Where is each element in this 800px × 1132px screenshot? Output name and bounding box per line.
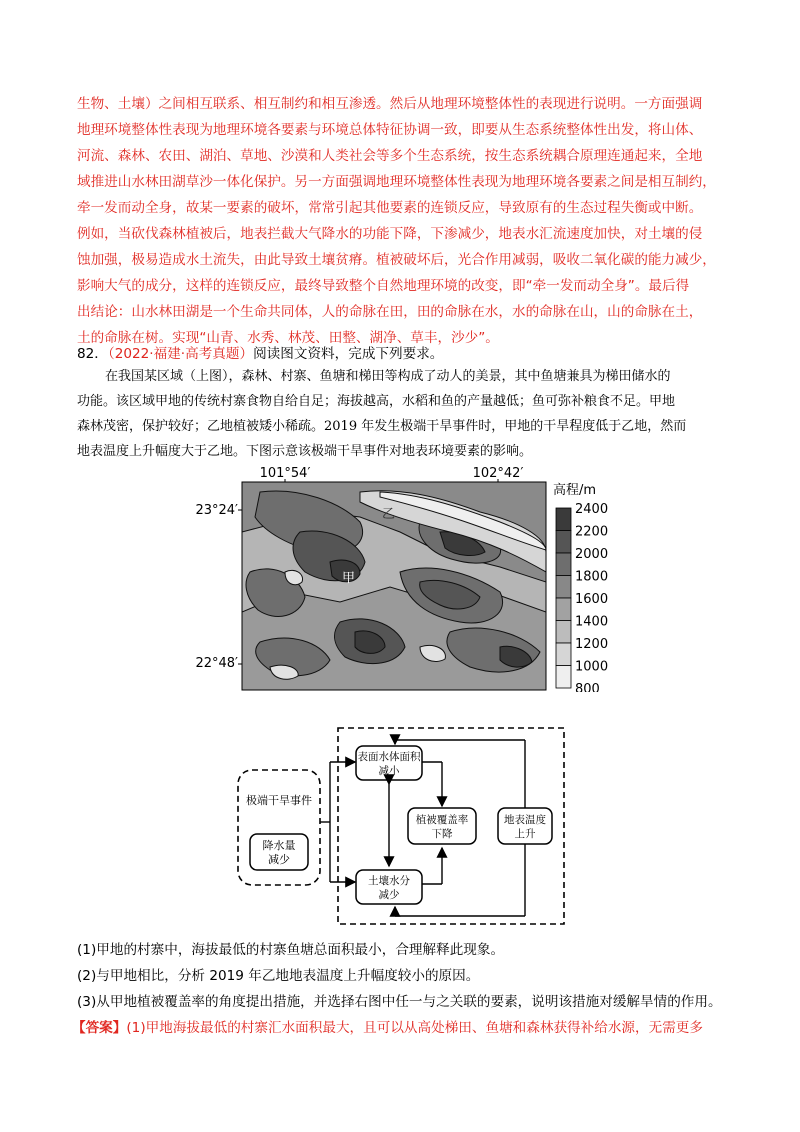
legend-swatch	[556, 576, 571, 599]
flow-diagram	[0, 722, 800, 932]
event-label: 极端干旱事件	[246, 794, 312, 807]
elevation-map	[0, 462, 800, 692]
analysis-line: 蚀加强，极易造成水土流失，由此导致土壤贫瘠。植被破坏后，光合作用减弱，吸收二氧化碳的能力减少，	[77, 252, 716, 268]
question-header	[77, 342, 443, 362]
soil-moisture-label: 土壤水分	[368, 875, 410, 887]
answer-text: (1)甲地海拔最低的村寨汇水面积最大，且可以从高处梯田、鱼塘和森林获得补给水源，无需更多	[126, 1020, 703, 1036]
temperature-label: 上升	[514, 828, 536, 840]
lat-label: 22°48′	[195, 656, 238, 671]
legend-swatch	[556, 508, 571, 531]
temperature-label: 地表温度	[504, 814, 546, 826]
legend-value: 1000	[575, 659, 609, 675]
legend-value: 800	[575, 682, 600, 692]
surface-water-label: 表面水体面积	[357, 751, 421, 763]
legend	[556, 502, 608, 692]
sub-question-3: (3)从甲地植被覆盖率的角度提出措施，并选择右图中任一与之关联的要素，说明该措施对缓解旱情的作用。	[77, 994, 722, 1010]
legend-swatch	[556, 598, 571, 621]
question-number: 82．	[77, 346, 108, 362]
intro-line: 地表温度上升幅度大于乙地。下图示意该极端干旱事件对地表环境要素的影响。	[77, 444, 533, 459]
answer-tag: 【答案】	[72, 1020, 127, 1036]
analysis-line: 域推进山水林田湖草沙一体化保护。另一方面强调地理环境整体性表现为地理环境各要素之间是相互制约，	[77, 174, 716, 190]
lat-label: 23°24′	[195, 503, 238, 518]
analysis-line: 河流、森林、农田、湖泊、草地、沙漠和人类社会等多个生态系统，按生态系统耦合原理连通起来，全地	[77, 148, 703, 164]
legend-value: 1400	[575, 614, 609, 630]
vegetation-label: 植被覆盖率	[415, 814, 469, 826]
sub-question-1: (1)甲地的村寨中，海拔最低的村寨鱼塘总面积最小，合理解释此现象。	[77, 942, 505, 958]
legend-swatch	[556, 643, 571, 666]
legend-value: 1200	[575, 637, 609, 652]
place-label-yi: 乙	[382, 507, 396, 522]
lon-label: 102°42′	[472, 466, 524, 481]
question-source: （2022·福建·高考真题）	[107, 346, 254, 362]
analysis-line: 牵一发而动全身，故某一要素的破坏，常常引起其他要素的连锁反应，导致原有的生态过程失衡或中断。	[77, 200, 703, 216]
intro-line: 森林茂密，保护较好；乙地植被矮小稀疏。2019 年发生极端干旱事件时，甲地的干旱程度低于乙地，然而	[77, 419, 687, 434]
surface-water-label: 减小	[378, 765, 400, 777]
legend-swatch	[556, 621, 571, 644]
rain-label: 降水量	[262, 839, 296, 852]
soil-moisture-label: 减少	[378, 889, 400, 901]
analysis-line: 地理环境整体性表现为地理环境各要素与环境总体特征协调一致，即要从生态系统整体性出发，将山体、	[77, 122, 703, 138]
intro-line: 功能。该区域甲地的传统村寨食物自给自足；海拔越高，水稻和鱼的产量越低；鱼可弥补粮食不足。甲地	[77, 394, 676, 409]
analysis-line: 生物、土壤）之间相互联系、相互制约和相互渗透。然后从地理环境整体性的表现进行说明。一方面强调	[77, 96, 703, 112]
vegetation-label: 下降	[431, 828, 453, 840]
intro-line: 在我国某区域（上图），森林、村寨、鱼塘和梯田等构成了动人的美景，其中鱼塘兼具为梯田储水的	[105, 369, 671, 384]
legend-value: 1600	[575, 592, 609, 607]
legend-swatch	[556, 531, 571, 554]
legend-swatch	[556, 666, 571, 689]
legend-value: 1800	[575, 569, 609, 585]
legend-value: 2000	[575, 547, 609, 562]
analysis-line: 出结论：山水林田湖是一个生命共同体，人的命脉在田，田的命脉在水，水的命脉在山，山的命脉在土，	[77, 304, 703, 320]
lon-label: 101°54′	[259, 466, 311, 481]
legend-value: 2200	[575, 524, 609, 540]
analysis-line: 影响大气的成分，这样的连锁反应，最终导致整个自然地理环境的改变，即“牵一发而动全身”。最后得	[77, 278, 690, 294]
place-label-jia: 甲	[342, 571, 356, 586]
question-prompt: 阅读图文资料，完成下列要求。	[253, 346, 444, 362]
legend-swatch	[556, 553, 571, 576]
legend-value: 2400	[575, 502, 609, 517]
analysis-line: 土的命脉在树。实现“山青、水秀、林茂、田整、湖净、草丰，沙少”。	[77, 330, 499, 346]
analysis-line: 例如，当砍伐森林植被后，地表拦截大气降水的功能下降，下渗减少，地表水汇流速度加快，对土壤的侵	[77, 226, 703, 242]
legend-title: 高程/m	[553, 483, 597, 498]
rain-label: 减少	[268, 853, 290, 866]
sub-question-2: (2)与甲地相比，分析 2019 年乙地地表温度上升幅度较小的原因。	[77, 968, 480, 984]
answer-line	[72, 1016, 703, 1036]
